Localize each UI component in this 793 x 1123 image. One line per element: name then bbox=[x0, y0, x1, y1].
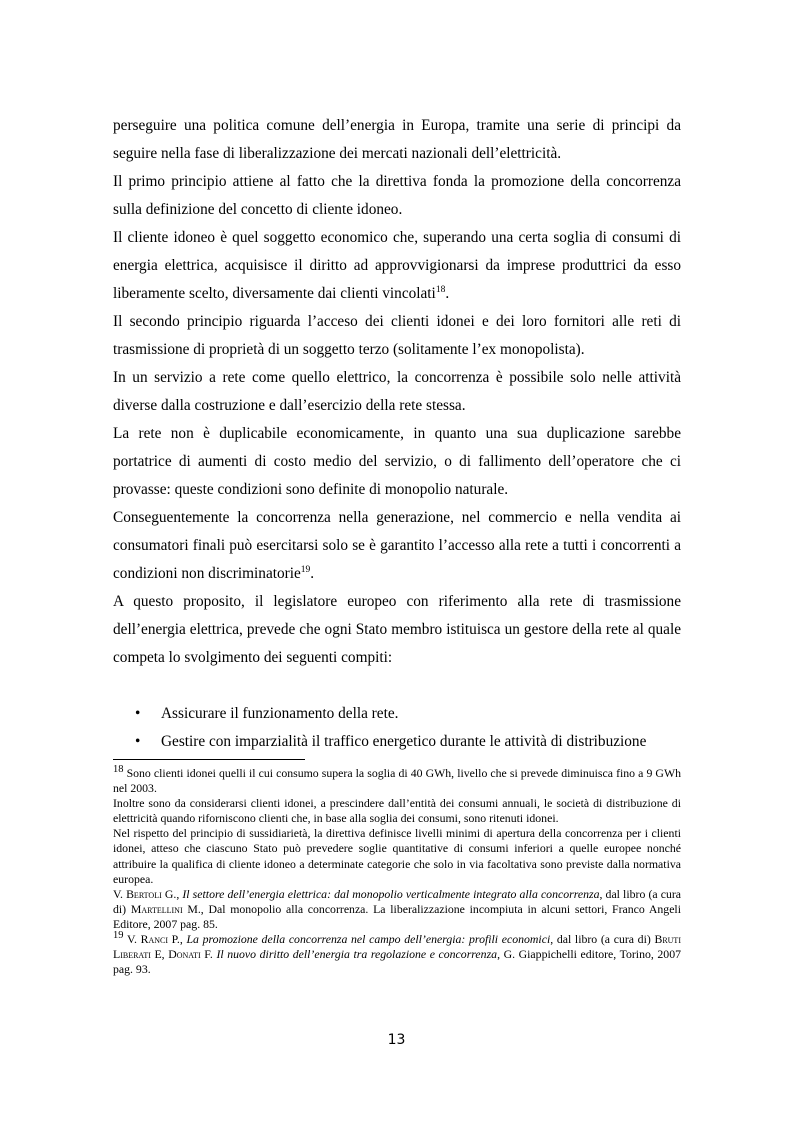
reference-title: Il settore dell’energia elettrica: dal monopolio verticalmente integrato alla concorrenza bbox=[182, 886, 600, 901]
paragraph-7-text: Conseguentemente la concorrenza nella generazione, nel commercio e nella vendita ai consumatori finali può esercitarsi solo se è garantito l’accesso alla rete a tutti i concorrenti a condizioni non discriminatorie bbox=[113, 509, 681, 582]
footnote-ref-19[interactable]: 19 bbox=[300, 564, 311, 575]
paragraph-3-end: . bbox=[445, 285, 450, 302]
paragraph-8: A questo proposito, il legislatore europeo con riferimento alla rete di trasmissione dell’energia elettrica, prevede che ogni Stato membro istituisca un gestore della rete al quale competa lo svolgimento dei seguenti compiti: bbox=[113, 593, 681, 666]
footnote-18-text-1: Sono clienti idonei quelli il cui consumo supera la soglia di 40 GWh, livello che si prevede diminuisca fino a 9 GWh nel 2003. bbox=[113, 766, 681, 796]
list-item bbox=[113, 700, 681, 728]
reference-text: , dal libro (a cura di) bbox=[113, 886, 682, 916]
footnote-18-reference bbox=[113, 887, 681, 932]
bullet-list bbox=[113, 700, 681, 756]
reference-prefix: V. bbox=[113, 886, 127, 901]
footnote-18-paragraph-3: Nel rispetto del principio di sussidiarietà, la direttiva definisce livelli minimi di apertura della concorrenza per i clienti idonei, atteso che ciascuno Stato può prevedere soglie quantitative di consumi inferiori a quelle europee nonché attribuire la qualifica di cliente idoneo a determinate categorie che solo in via facoltativa sono previste dalla normativa europea. bbox=[113, 826, 681, 886]
reference-editor: Bruti Liberati bbox=[113, 932, 681, 962]
paragraph-2: Il primo principio attiene al fatto che la direttiva fonda la promozione della concorrenza sulla definizione del concetto di cliente idoneo. bbox=[113, 173, 681, 218]
reference-prefix: V. bbox=[123, 932, 141, 947]
reference-text: , dal libro (a cura di) bbox=[550, 932, 655, 947]
page-number: 13 bbox=[387, 1032, 406, 1048]
reference-author-initial: G., bbox=[161, 886, 183, 901]
bullet-icon: • bbox=[135, 705, 141, 722]
reference-title: La promozione della concorrenza nel campo dell’energia: profili economici bbox=[186, 932, 551, 947]
footnote-ref-18[interactable]: 18 bbox=[435, 284, 446, 295]
footnotes bbox=[113, 766, 681, 977]
paragraph-4: Il secondo principio riguarda l’acceso dei clienti idonei e dei loro fornitori alle reti di trasmissione di proprietà di un soggetto terzo (solitamente l’ex monopolista). bbox=[113, 313, 681, 358]
reference-editor-2-initial: F. bbox=[200, 947, 217, 962]
paragraph-3-text: Il cliente idoneo è quel soggetto economico che, superando una certa soglia di consumi di energia elettrica, acquisisce il diritto ad approvvigionarsi da imprese produttrici da esso liberamente scelto, diversamente dai clienti vincolati bbox=[113, 229, 681, 302]
paragraph-6: La rete non è duplicabile economicamente, in quanto una sua duplicazione sarebbe portatrice di aumenti di costo medio del servizio, o di fallimento dell’operatore che ci provasse: queste condizioni sono definite di monopolio naturale. bbox=[113, 425, 681, 498]
reference-author: Bertoli bbox=[126, 886, 162, 901]
reference-editor: Martellini bbox=[130, 901, 183, 916]
paragraph-3 bbox=[113, 224, 681, 308]
footnote-18-number: 18 bbox=[113, 764, 124, 776]
paragraph-1: perseguire una politica comune dell’energia in Europa, tramite una serie di principi da seguire nella fase di liberalizzazione dei mercati nazionali dell’elettricità. bbox=[113, 117, 681, 162]
paragraph-7 bbox=[113, 504, 681, 588]
paragraph-5: In un servizio a rete come quello elettrico, la concorrenza è possibile solo nelle attività diverse dalla costruzione e dall’esercizio della rete stessa. bbox=[113, 369, 681, 414]
footnote-19-number: 19 bbox=[113, 930, 124, 942]
reference-editor-2: Donati bbox=[168, 947, 201, 962]
reference-text-tail: , G. Giappichelli editore, Torino, 2007 pag. 93. bbox=[113, 947, 682, 977]
body-text bbox=[113, 112, 681, 756]
reference-text-tail: M., Dal monopolio alla concorrenza. La liberalizzazione incompiuta in alcuni settori, Franco Angeli Editore, 2007 pag. 85. bbox=[113, 901, 681, 931]
list-item-text: Gestire con imparzialità il traffico energetico durante le attività di distribuzione bbox=[161, 733, 647, 750]
reference-author: Ranci bbox=[140, 932, 169, 947]
footnote-divider bbox=[113, 759, 305, 760]
list-item-text: Assicurare il funzionamento della rete. bbox=[161, 705, 399, 722]
footnote-19 bbox=[113, 932, 681, 977]
footnote-18 bbox=[113, 766, 681, 796]
list-item bbox=[113, 728, 681, 756]
footnote-18-paragraph-2: Inoltre sono da considerarsi clienti idonei, a prescindere dall’entità dei consumi annuali, le società di distribuzione di elettricità quando riforniscono clienti che, in base alla soglia dei consumi, sono ritenuti idonei. bbox=[113, 796, 681, 826]
reference-book-title: Il nuovo diritto dell’energia tra regolazione e concorrenza bbox=[216, 947, 498, 962]
reference-author-initial: P., bbox=[168, 932, 187, 947]
paragraph-7-end: . bbox=[310, 565, 315, 582]
bullet-icon: • bbox=[135, 733, 141, 750]
reference-editor-initial: E, bbox=[150, 947, 169, 962]
